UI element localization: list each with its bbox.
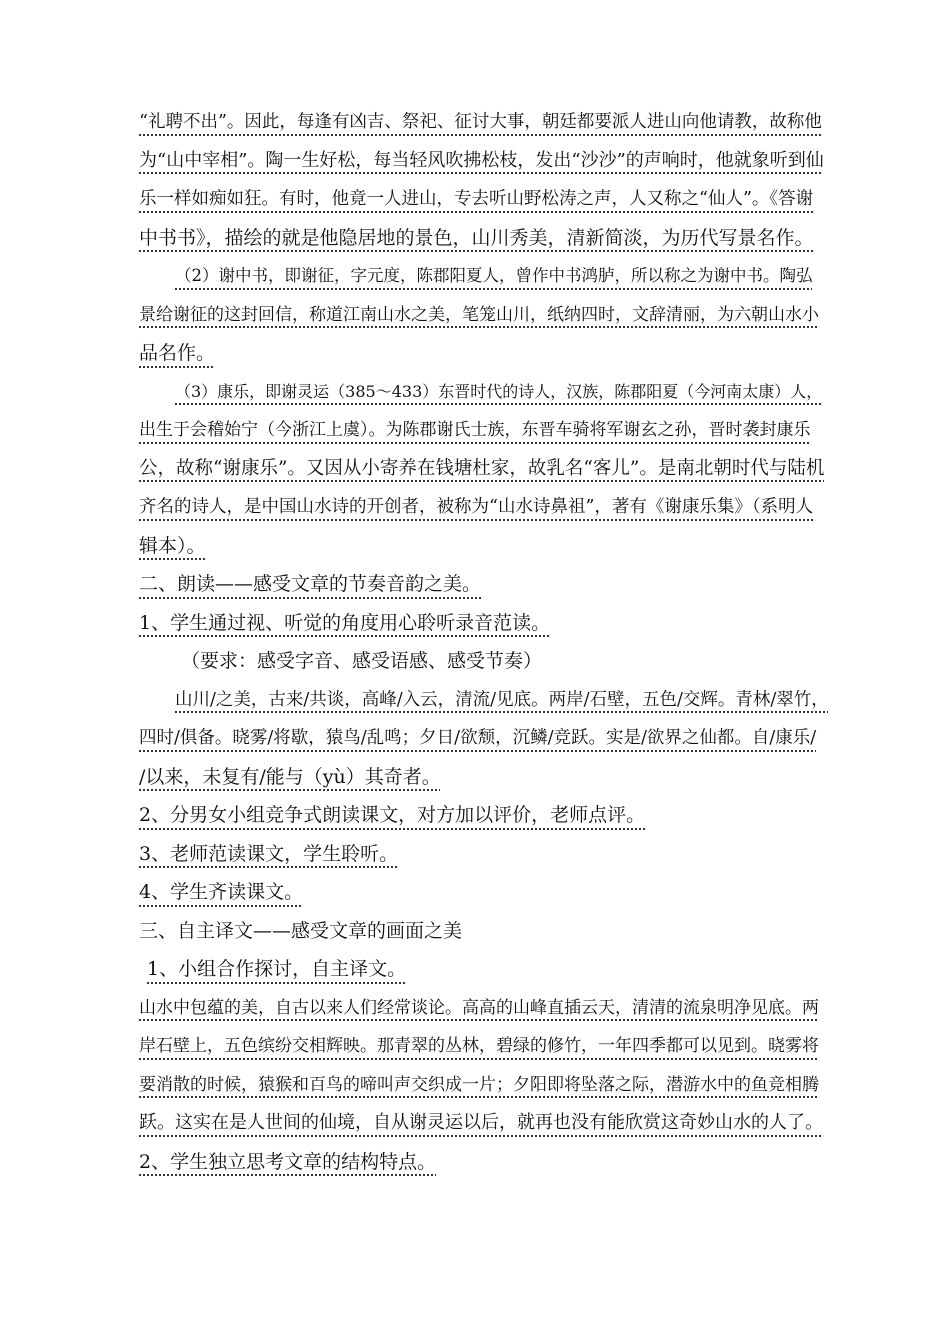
text-line: 中书书》，描绘的就是他隐居地的景色，山川秀美，清新简淡，为历代写景名作。 <box>139 226 814 249</box>
text-line: 岸石壁上，五色缤纷交相辉映。那青翠的丛林，碧绿的修竹，一年四季都可以见到。晓雾将 <box>139 1036 819 1056</box>
text-line: （2）谢中书，即谢征，字元度，陈郡阳夏人，曾作中书鸿胪，所以称之为谢中书。陶弘 <box>175 266 813 285</box>
text-line: “礼聘不出”。因此，每逢有凶吉、祭祀、征讨大事，朝廷都要派人进山向他请教，故称他 <box>139 112 822 132</box>
text-line: 山川/之美，古来/共谈，高峰/入云，清流/见底。两岸/石壁，五色/交辉。青林/翠竹， <box>175 689 829 710</box>
text-line: （3）康乐，即谢灵运（385～433）东晋时代的诗人，汉族，陈郡阳夏（今河南太康）人， <box>175 381 823 401</box>
text-line: 要消散的时候，猿猴和百鸟的啼叫声交织成一片；夕阳即将坠落之际，潜游水中的鱼竞相腾 <box>139 1074 819 1095</box>
document-body <box>139 103 829 1181</box>
text-line: 辑本）。 <box>139 534 206 557</box>
text-line: （要求：感受字音、感受语感、感受节奏） <box>181 650 543 672</box>
text-line: 1、小组合作探讨，自主译文。 <box>147 958 407 980</box>
text-line: 乐一样如痴如狂。有时，他竟一人进山，专去听山野松涛之声，人又称之“仙人”。《答谢 <box>139 189 814 209</box>
text-line: 公，故称“谢康乐”。又因从小寄养在钱塘杜家，故乳名“客儿”。是南北朝时代与陆机 <box>139 457 825 479</box>
text-line: 2、分男女小组竞争式朗读课文，对方加以评价，老师点评。 <box>139 804 646 826</box>
text-line: 景给谢征的这封回信，称道江南山水之美，笔笼山川，纸纳四时，文辞清丽，为六朝山水小 <box>139 304 819 325</box>
text-line: 1、学生通过视、听觉的角度用心聆听录音范读。 <box>139 611 551 634</box>
text-line: 出生于会稽始宁（今浙江上虞）。为陈郡谢氏士族，东晋车骑将军谢玄之孙，晋时袭封康乐 <box>139 420 811 440</box>
section-heading: 三、自主译文——感受文章的画面之美 <box>139 919 463 942</box>
text-line: 3、老师范读课文，学生聆听。 <box>139 842 399 865</box>
text-line: /以来，未复有/能与（yù）其奇者。 <box>139 765 441 788</box>
text-line: 4、学生齐读课文。 <box>139 881 304 903</box>
text-line: 为“山中宰相”。陶一生好松，每当轻风吹拂松枝，发出“沙沙”的声响时，他就象听到仙 <box>139 149 824 171</box>
text-line: 山水中包蕴的美，自古以来人们经常谈论。高高的山峰直插云天，清清的流泉明净见底。两 <box>139 997 819 1018</box>
section-heading: 二、朗读——感受文章的节奏音韵之美。 <box>139 573 482 595</box>
text-line: 跃。这实在是人世间的仙境，自从谢灵运以后，就再也没有能欣赏这奇妙山水的人了。 <box>139 1112 823 1133</box>
text-line: 2、学生独立思考文章的结构特点。 <box>139 1150 437 1173</box>
text-line: 品名作。 <box>139 342 216 364</box>
text-line: 四时/俱备。晓雾/将歇，猿鸟/乱鸣；夕日/欲颓，沉鳞/竞跃。实是/欲界之仙都。自/康乐/ <box>139 728 817 748</box>
text-line: 齐名的诗人，是中国山水诗的开创者，被称为“山水诗鼻祖”，著有《谢康乐集》（系明人 <box>139 497 814 517</box>
